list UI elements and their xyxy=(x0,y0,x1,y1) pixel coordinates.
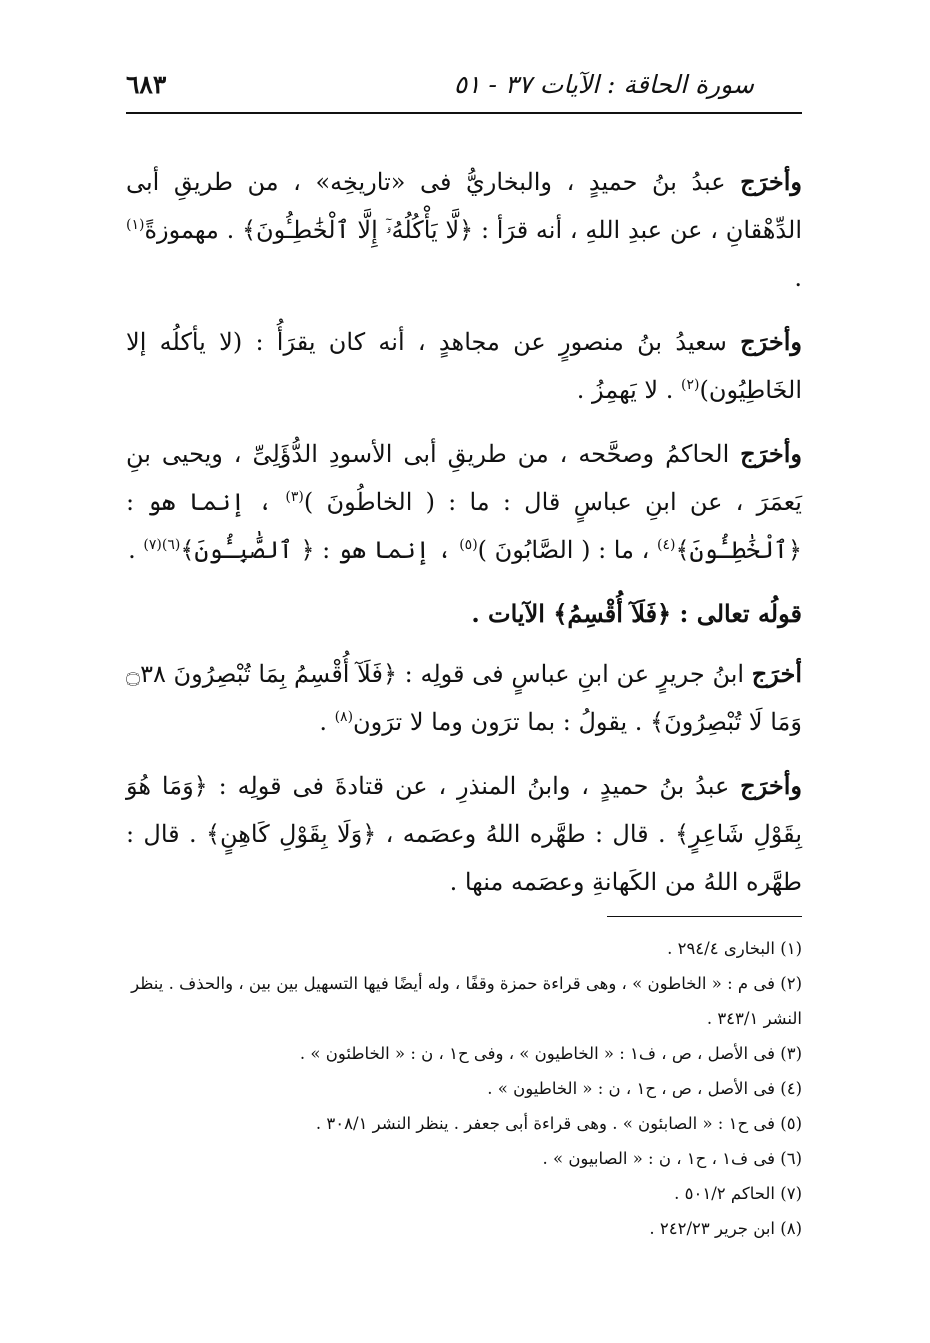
footnote-7: (٧) الحاكم ٥٠١/٢ . xyxy=(674,1184,802,1203)
paragraph-text-3: ، ما : ( الصَّابُونَ ) xyxy=(477,536,657,564)
paragraph-text-4: ، إنما هو : ﴿ ٱلصَّٰبِـُٔونَ﴾ xyxy=(180,536,460,564)
paragraph-1 xyxy=(126,158,802,302)
footnote-ref: (٤) xyxy=(656,537,676,553)
section-heading-text: ﴿فَلَآ أُقْسِمُ﴾ الآيات . xyxy=(471,599,680,628)
footnote-ref: (١) xyxy=(126,217,145,233)
paragraph-tail: . xyxy=(319,708,335,736)
paragraph-5 xyxy=(126,650,802,746)
paragraph-lead: وأخرَج xyxy=(740,439,802,468)
footnote-ref: (٨) xyxy=(334,709,354,725)
footnote-ref: (٣) xyxy=(285,489,304,505)
footnote-5: (٥) فى ح١ : « الصابئون » . وهى قراءة أبى جعفر . ينظر النشر ٣٠٨/١ . xyxy=(315,1114,802,1133)
footnote-ref: (٦)(٧) xyxy=(143,537,181,553)
paragraph-text: عبدُ بنُ حميدٍ ، وابنُ المنذرِ ، عن قتادةَ فى قولِه : ﴿وَمَا هُوَ بِقَوْلِ شَاعِرٍ﴾ . قال : طهَّره اللهُ وعصَمه ، ﴿وَلَا بِقَوْلِ كَاهِنٍ﴾ . قال : طهَّره اللهُ من الكَهانةِ وعصَمه منها . xyxy=(126,772,802,896)
footnote-4: (٤) فى الأصل ، ص ، ح١ ، ن : « الخاطيون » . xyxy=(487,1079,802,1098)
footnote-6: (٦) فى ف١ ، ح١ ، ن : « الصابيون » . xyxy=(542,1149,802,1168)
book-page xyxy=(126,60,802,1343)
paragraph-3 xyxy=(126,430,802,574)
paragraph-lead: وأخرَج xyxy=(740,327,802,356)
paragraph-text-2: ، إنما هو : ﴿ٱلْخَٰطِـُٔونَ﴾ xyxy=(126,488,802,564)
footnote-3: (٣) فى الأصل ، ص ، ف١ : « الخاطيون » ، وفى ح١ ، ن : « الخاطئون » . xyxy=(299,1044,802,1063)
footnote-8: (٨) ابن جرير ٢٤٢/٢٣ . xyxy=(649,1219,802,1238)
paragraph-text: ابنُ جريرٍ عن ابنِ عباسٍ فى قولِه : ﴿فَلَآ أُقْسِمُ بِمَا تُبْصِرُونَ ۝٣٨ وَمَا لَا تُبْصِرُونَ﴾ . يقولُ : بما ترَون وما لا ترَون xyxy=(126,660,802,736)
footnote-ref: (٥) xyxy=(459,537,478,553)
footnote-ref: (٢) xyxy=(681,377,700,393)
paragraph-text: سعيدُ بنُ منصورٍ عن مجاهدٍ ، أنه كان يقرَأُ : (لا يأكلُه إلا الخَاطِيُون) xyxy=(126,328,802,404)
paragraph-lead: وأخرَج xyxy=(740,167,802,196)
paragraph-2 xyxy=(126,318,802,414)
running-header xyxy=(126,60,802,114)
paragraph-text: عبدُ بنُ حميدٍ ، والبخاريُّ فى «تاريخِه» ، من طريقِ أبى الدِّهْقانِ ، عن عبدِ اللهِ ، أنه قرَأ : ﴿لَّا يَأْكُلُهُۥٓ إِلَّا ٱلْخَٰطِـُٔونَ﴾ . مهموزةً xyxy=(126,168,802,244)
section-heading xyxy=(126,590,802,638)
footnotes xyxy=(126,931,802,1246)
section-heading-lead: قولُه تعالى : xyxy=(679,599,802,628)
paragraph-tail: . xyxy=(128,536,144,564)
paragraph-tail: . لا يَهمِزُ . xyxy=(576,376,682,404)
paragraph-lead: وأخرَج xyxy=(740,771,802,800)
footnote-divider xyxy=(607,916,802,917)
main-text xyxy=(126,158,802,906)
footnote-1: (١) البخارى ٢٩٤/٤ . xyxy=(667,939,802,958)
paragraph-lead: أخرَج xyxy=(751,659,802,688)
paragraph-text: الحاكمُ وصحَّحه ، من طريقِ أبى الأسودِ الدُّؤَلِىِّ ، ويحيى بنِ يَعمَرَ ، عن ابنِ عباسٍ قال : ما : ( الخاطُونَ ) xyxy=(126,440,802,516)
paragraph-6 xyxy=(126,762,802,906)
footnote-2: (٢) فى م : « الخاطون » ، وهى قراءة حمزة وقفًا ، وله أيضًا فيها التسهيل بين بين ، والحذف . ينظر النشر ٣٤٣/١ . xyxy=(131,974,802,1028)
running-title: سورة الحاقة : الآيات ٣٧ - ٥١ xyxy=(453,70,754,99)
page-number: ٦٨٣ xyxy=(126,70,167,99)
paragraph-tail: . xyxy=(794,264,802,292)
